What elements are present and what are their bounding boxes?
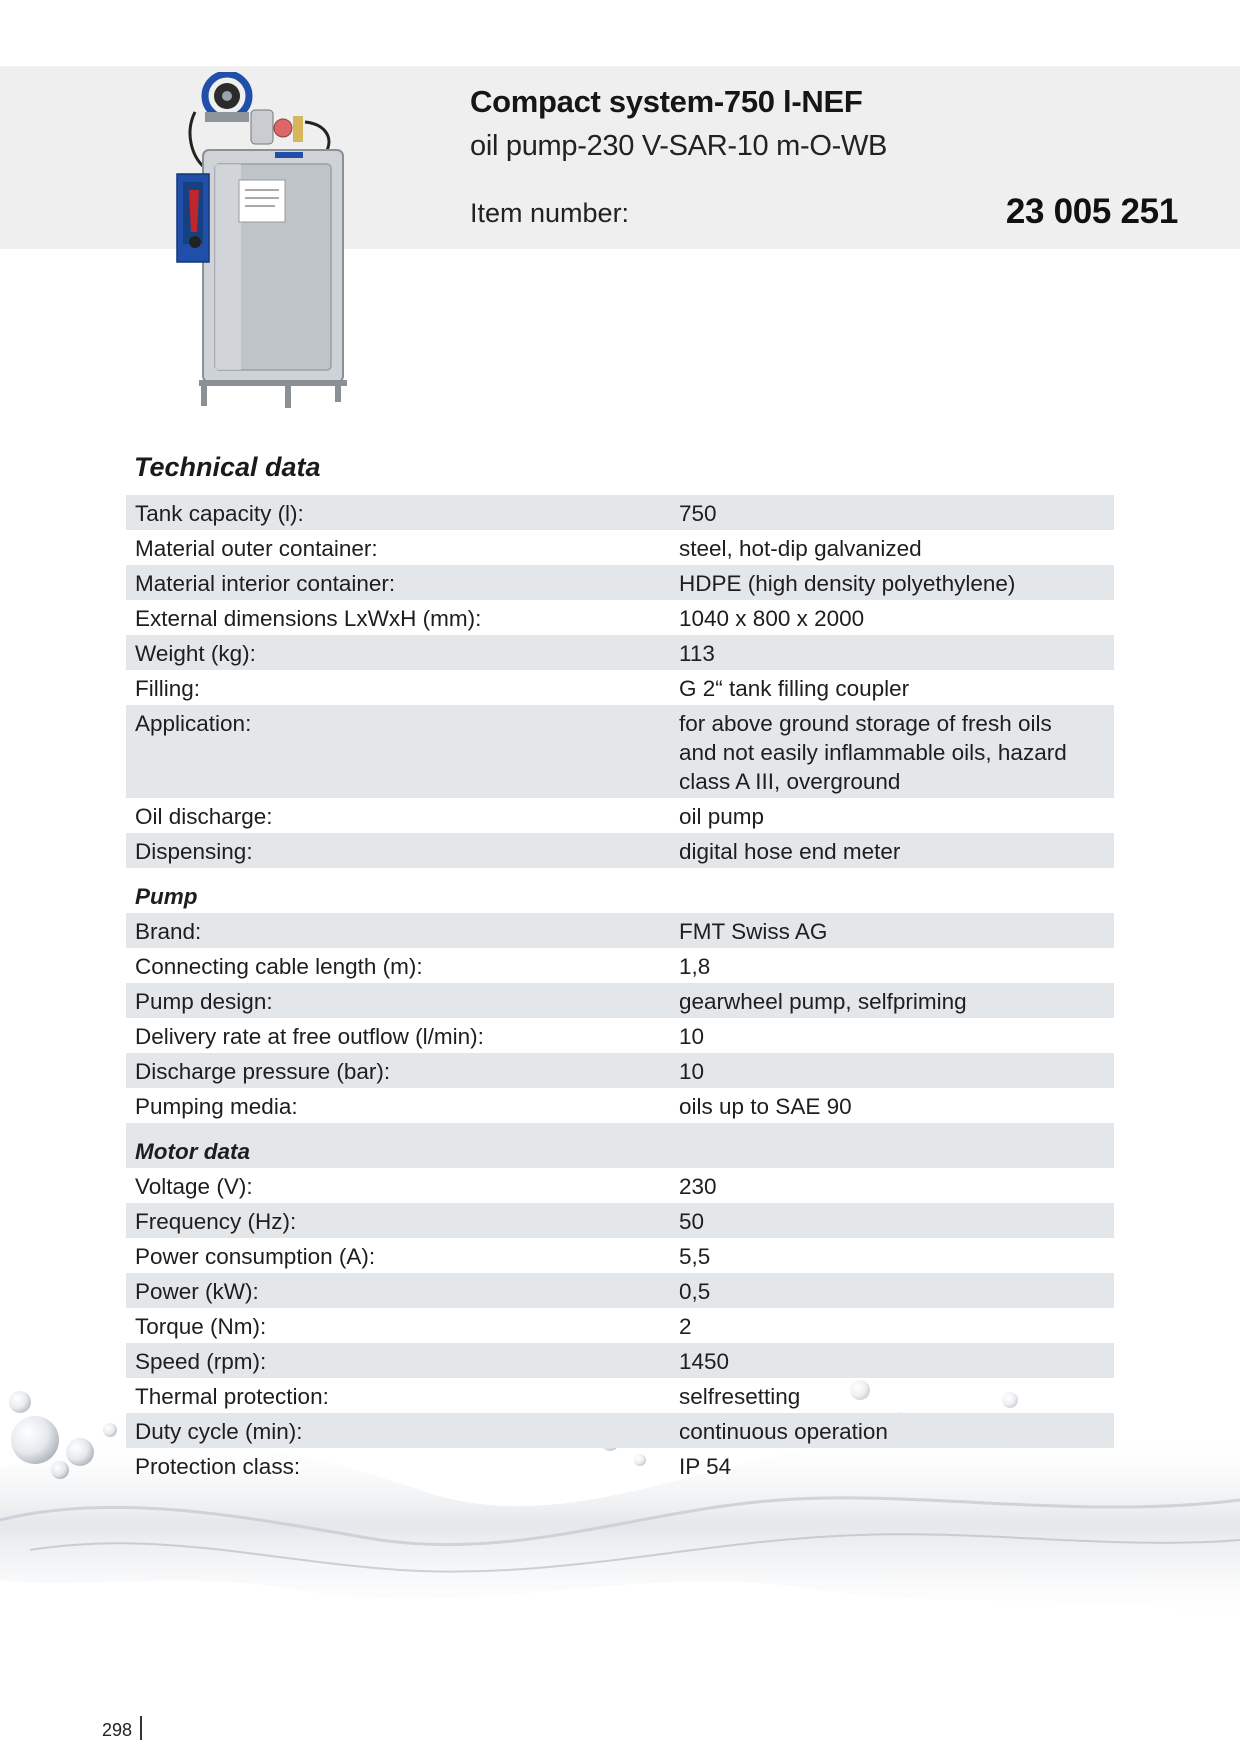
page-number-divider — [140, 1716, 142, 1740]
table-row — [126, 635, 1114, 670]
spec-label: Tank capacity (l): — [135, 501, 304, 526]
product-image — [175, 72, 375, 410]
spec-label: Pumping media: — [135, 1094, 298, 1119]
spec-label: Voltage (V): — [135, 1174, 253, 1199]
spec-value: 2 — [679, 1314, 692, 1339]
spec-value: 10 — [679, 1024, 705, 1049]
table-row — [126, 1203, 1114, 1238]
spec-label: Thermal protection: — [135, 1384, 329, 1409]
table-row — [126, 705, 1114, 798]
spec-label: Speed (rpm): — [135, 1349, 267, 1374]
spec-value: 750 — [679, 501, 717, 526]
item-number-value: 23 005 251 — [1005, 192, 1178, 231]
spec-label: Discharge pressure (bar): — [135, 1059, 391, 1084]
table-row — [126, 670, 1114, 705]
spec-value: 113 — [679, 641, 715, 666]
spec-value: FMT Swiss AG — [679, 919, 828, 944]
table-row — [126, 1273, 1114, 1308]
motor-subheading: Motor data — [135, 1139, 250, 1164]
table-row — [126, 798, 1114, 833]
spec-value: 50 — [679, 1209, 705, 1234]
spec-value: oil pump — [679, 804, 765, 829]
table-row — [126, 1378, 1114, 1413]
spec-value: G 2“ tank filling coupler — [679, 676, 910, 701]
spec-label: Frequency (Hz): — [135, 1209, 297, 1234]
spec-value: 1450 — [679, 1349, 730, 1374]
item-number-label: Item number: — [470, 198, 630, 228]
product-title: Compact system-750 l-NEF — [470, 84, 863, 119]
spec-value: 1040 x 800 x 2000 — [679, 606, 865, 631]
spec-label: Power consumption (A): — [135, 1244, 376, 1269]
table-row — [126, 1088, 1114, 1123]
spec-label: Application: — [135, 711, 252, 736]
spec-value: 1,8 — [679, 954, 711, 979]
motor-subheading-row — [126, 1123, 1114, 1168]
product-subtitle: oil pump-230 V-SAR-10 m-O-WB — [470, 130, 888, 162]
spec-value: 5,5 — [679, 1244, 711, 1269]
spec-label: Power (kW): — [135, 1279, 259, 1304]
spec-value: digital hose end meter — [679, 839, 901, 864]
spec-label: Oil discharge: — [135, 804, 273, 829]
spec-value: selfresetting — [679, 1384, 801, 1409]
table-row — [126, 1238, 1114, 1273]
spec-value: oils up to SAE 90 — [679, 1094, 852, 1119]
spec-label: Pump design: — [135, 989, 273, 1014]
table-row — [126, 530, 1114, 565]
table-row — [126, 948, 1114, 983]
table-row — [126, 913, 1114, 948]
spec-label: External dimensions LxWxH (mm): — [135, 606, 482, 631]
spec-label: Material outer container: — [135, 536, 378, 561]
spec-value: IP 54 — [679, 1454, 732, 1479]
table-row — [126, 1343, 1114, 1378]
spec-label: Filling: — [135, 676, 201, 701]
table-row — [126, 565, 1114, 600]
pump-subheading: Pump — [135, 884, 198, 909]
spec-label: Dispensing: — [135, 839, 253, 864]
spec-label: Torque (Nm): — [135, 1314, 267, 1339]
table-row — [126, 495, 1114, 530]
spec-label: Connecting cable length (m): — [135, 954, 423, 979]
table-row — [126, 1308, 1114, 1343]
spec-label: Duty cycle (min): — [135, 1419, 303, 1444]
spec-value: HDPE (high density polyethylene) — [679, 571, 1016, 596]
pump-subheading-row — [126, 868, 1114, 913]
spec-label: Protection class: — [135, 1454, 301, 1479]
spec-table — [126, 495, 1114, 1483]
spec-label: Delivery rate at free outflow (l/min): — [135, 1024, 484, 1049]
spec-value: 10 — [679, 1059, 705, 1084]
table-row — [126, 600, 1114, 635]
spec-label: Material interior container: — [135, 571, 396, 596]
technical-data-heading: Technical data — [134, 452, 321, 482]
spec-value: 0,5 — [679, 1279, 711, 1304]
spec-value: steel, hot-dip galvanized — [679, 536, 922, 561]
table-row — [126, 1448, 1114, 1483]
spec-value: for above ground storage of fresh oils and not easily inflammable oils, hazard class A III, overground — [679, 711, 1067, 794]
table-row — [126, 1413, 1114, 1448]
spec-value: continuous operation — [679, 1419, 888, 1444]
table-row — [126, 1168, 1114, 1203]
table-row — [126, 833, 1114, 868]
page-number: 298 — [102, 1720, 133, 1740]
table-row — [126, 983, 1114, 1018]
spec-value: gearwheel pump, selfpriming — [679, 989, 967, 1014]
spec-value: 230 — [679, 1174, 717, 1199]
table-row — [126, 1018, 1114, 1053]
table-row — [126, 1053, 1114, 1088]
spec-label: Brand: — [135, 919, 202, 944]
spec-label: Weight (kg): — [135, 641, 256, 666]
